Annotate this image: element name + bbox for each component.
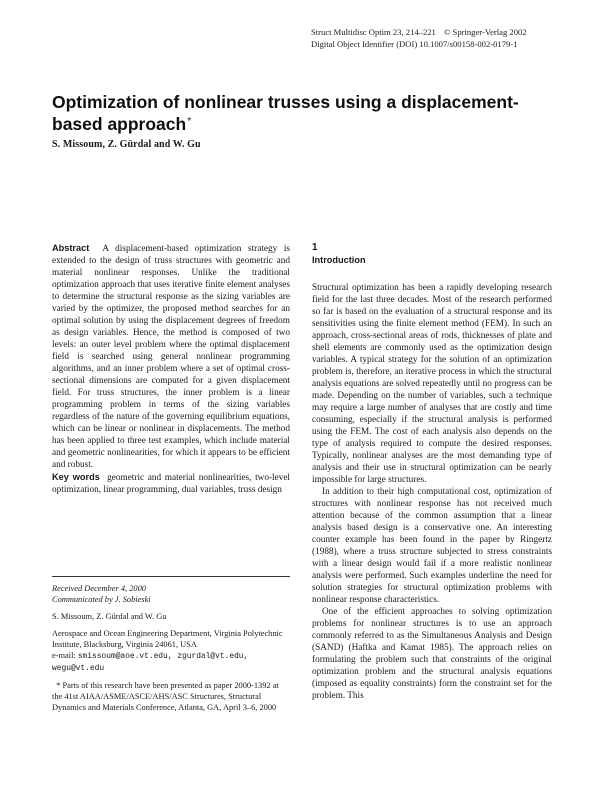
journal-citation: Struct Multidisc Optim 23, 214–221 [311,27,436,37]
keywords-text: geometric and material nonlinearities, two-level optimization, linear programming, dual variables, truss design [52,473,291,495]
keywords-label: Key words [52,472,100,482]
intro-paragraph: One of the efficient approaches to solving optimization problems for nonlinear structures is to use an approach commonly referred to as the Simultaneous Analysis and Design (SAND) (Haftka and Kamat 1985). The approach relies on formulating the problem such that constraints of the original optimization problem and the structural analysis equations (imposed as equality constraints) form the constraint set for the problem. This [312,607,552,701]
note-text: Parts of this research have been presented as paper 2000-1392 at the 41st AIAA/ASME/ASCE/AHS/ASC Structures, Structural Dynamics and Materials Conference, Atlanta, GA, April 3–6, 2000 [52,681,279,712]
doi-line: Digital Object Identifier (DOI) 10.1007/s00158-002-0179-1 [311,39,518,49]
intro-paragraph: Structural optimization has been a rapidly developing research field for the last three decades. Most of the research performed so far is based on the evaluation of a structural response and its sensitivities using the finite element method (FEM). In such an approach, cross-sectional areas of rods, thicknesses of plate and shell elements are commonly used as the optimization design variables. A typical strategy for the solution of an optimization problem is, therefore, an iterative process in which the structural analysis equations are solved repeatedly until no progress can be made. Depending on the number of variables, such a technique may require a large number of analyses that are costly and time consuming, especially if the structural analysis is performed using the FEM. The cost of each analysis also depends on the type of analysis required to compute the desired responses. Typically, nonlinear analyses are the most demanding type of analysis and their use in structural optimization can be nearly impossible for large structures. [312,283,552,485]
right-column [312,242,552,702]
journal-header [311,26,561,50]
abstract [52,242,290,471]
note-mark: * [56,681,61,690]
copyright-notice: © Springer-Verlag 2002 [443,27,527,37]
section-title: Introduction [312,255,366,265]
title-footnote-mark: * [187,116,192,127]
footnote-divider [52,576,290,577]
left-column [52,242,290,496]
intro-paragraph: In addition to their high computational cost, optimization of structures with nonlinear response has not received much attention because of the common assumption that a linear analysis based design is a conservative one. An interesting counter example has been found in the paper by Ringertz (1988), where a truss structure subjected to stress constraints with a linear design would fail if a more realistic nonlinear analysis were performed. Such examples underline the need for solution strategies for structural optimization problems with nonlinear response characteristics. [312,487,552,605]
presentation-note [52,680,290,713]
author-list: S. Missoum, Z. Gürdal and W. Gu [52,139,201,150]
received-date: Received December 4, 2000 [52,584,146,593]
affiliation: Aerospace and Ocean Engineering Department, Virginia Polytechnic Institute, Blacksburg, Virginia 24061, USA [52,629,283,649]
email-label: e-mail: [52,651,76,660]
paper-title-text: Optimization of nonlinear trusses using a displacement-based approach [52,92,519,134]
email-addresses: smissoum@aoe.vt.edu, zgurdal@vt.edu, wegu@vt.edu [52,652,249,673]
section-number: 1 [312,242,318,253]
email-line [52,650,290,674]
paper-title [52,92,562,134]
journal-citation-row [311,26,561,38]
communicated-by: Communicated by J. Sobieski [52,595,151,604]
keywords [52,471,290,496]
footnote-authors: S. Missoum, Z. Gürdal and W. Gu [52,612,167,621]
abstract-label: Abstract [52,243,90,253]
abstract-text: A displacement-based optimization strategy is extended to the design of truss structures with geometric and material nonlinear responses. Unlike the traditional optimization approach that uses iterative finite element analyses to determine the structural response as the sizing variables are varied by the optimizer, the proposed method searches for an optimal solution by using the displacement degrees of freedom as design variables. Hence, the method is composed of two levels: an outer level problem where the optimal displacement field is searched using general nonlinear programming algorithms, and an inner problem where a set of optimal cross-sectional dimensions are computed for a given displacement field. For truss structures, the inner problem is a linear programming problem in terms of the sizing variables regardless of the nature of the governing equilibrium equations, which can be linear or nonlinear in displacements. The method has been applied to three test examples, which include material and geometric nonlinearities, for which it appears to be efficient and robust. [52,244,291,470]
footnote-block [52,583,290,713]
